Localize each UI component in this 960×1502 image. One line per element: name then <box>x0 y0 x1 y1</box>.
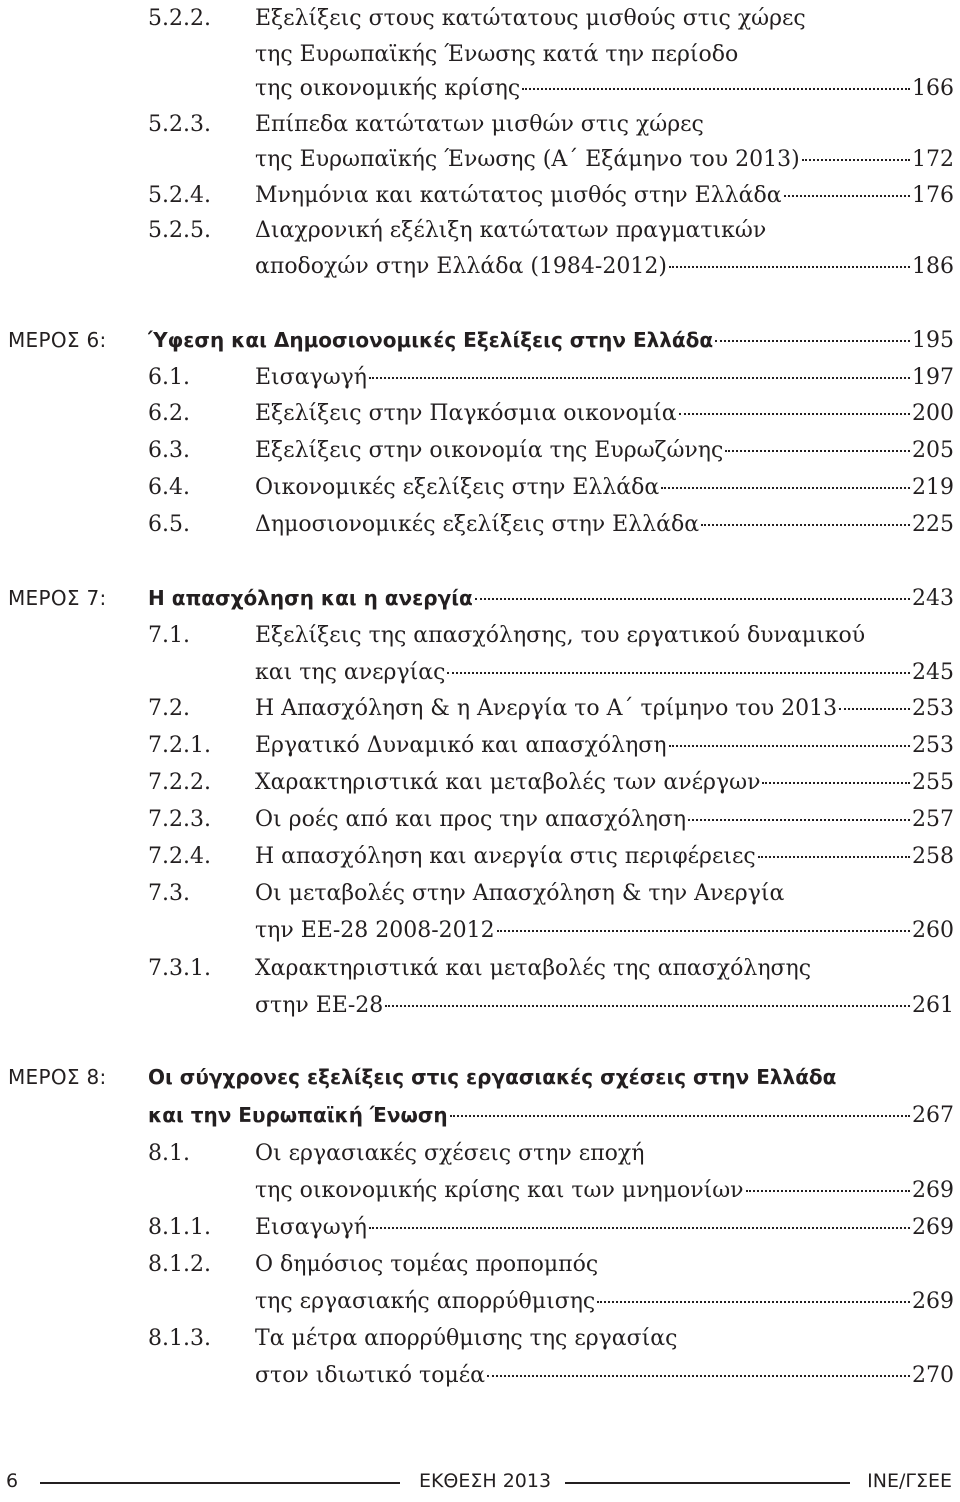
footer-rule-left <box>40 1482 400 1484</box>
toc-entry-title: Οι ροές από και προς την απασχόληση <box>255 807 687 832</box>
toc-entry[interactable] <box>0 177 960 214</box>
toc-entry-body <box>255 177 954 214</box>
toc-entry[interactable] <box>0 106 960 143</box>
toc-entry-body <box>255 617 954 654</box>
toc-entry-body <box>255 506 954 543</box>
toc-entry-body <box>255 1135 954 1172</box>
toc-entry[interactable] <box>0 1246 960 1283</box>
toc-entry[interactable] <box>0 70 960 107</box>
toc-section-number: 5.2.4. <box>148 183 211 208</box>
toc-entry-title: Ο δημόσιος τομέας προπομπός <box>255 1252 599 1277</box>
toc-entry-body <box>255 654 954 691</box>
toc-entry[interactable] <box>0 801 960 838</box>
toc-entry[interactable] <box>0 690 960 727</box>
toc-page-number: 269 <box>912 1178 954 1203</box>
toc-page-number: 260 <box>912 918 954 943</box>
toc-part-entry[interactable] <box>0 580 960 617</box>
toc-page-number: 225 <box>912 512 954 537</box>
dot-leader <box>701 524 910 526</box>
toc-section-number: 6.5. <box>148 512 190 537</box>
toc-entry-title: Εξελίξεις της απασχόλησης, του εργατικού δυναμικού <box>255 623 866 648</box>
toc-entry-title: Εξελίξεις στην Παγκόσμια οικονομία <box>255 401 677 426</box>
toc-page-number: 269 <box>912 1215 954 1240</box>
toc-entry-title: Η απασχόληση και ανεργία στις περιφέρειες <box>255 844 756 869</box>
toc-entry[interactable] <box>0 248 960 285</box>
toc-page-number: 166 <box>912 76 954 101</box>
toc-section-number: 6.3. <box>148 438 190 463</box>
toc-entry-body <box>255 106 954 143</box>
toc-entry[interactable] <box>0 987 960 1024</box>
dot-leader <box>497 930 910 932</box>
toc-entry-body <box>255 1209 954 1246</box>
toc-page-number: 253 <box>912 696 954 721</box>
toc-section-number: 5.2.3. <box>148 112 211 137</box>
toc-entry-body <box>255 36 954 73</box>
toc-page-number: 176 <box>912 183 954 208</box>
toc-entry-title: Οι εργασιακές σχέσεις στην εποχή <box>255 1141 645 1166</box>
dot-leader <box>369 377 910 379</box>
toc-entry[interactable] <box>0 727 960 764</box>
toc-entry[interactable] <box>0 654 960 691</box>
toc-section-number: 6.2. <box>148 401 190 426</box>
toc-entry[interactable] <box>0 141 960 178</box>
toc-entry-body <box>255 1246 954 1283</box>
toc-page-number: 219 <box>912 475 954 500</box>
toc-entry-title: Δημοσιονομικές εξελίξεις στην Ελλάδα <box>255 512 700 537</box>
toc-entry-title: της οικονομικής κρίσης <box>255 76 521 101</box>
toc-section-number: 6.4. <box>148 475 190 500</box>
toc-entry-body <box>148 1097 954 1134</box>
toc-entry-body <box>148 1059 954 1096</box>
toc-entry-title: Οικονομικές εξελίξεις στην Ελλάδα <box>255 475 660 500</box>
toc-section-number: 8.1.1. <box>148 1215 211 1240</box>
toc-entry-title: Μνημόνια και κατώτατος μισθός στην Ελλάδα <box>255 183 782 208</box>
toc-section-number: 6.1. <box>148 365 190 390</box>
toc-page-number: 205 <box>912 438 954 463</box>
dot-leader <box>487 1375 910 1377</box>
toc-entry[interactable] <box>0 838 960 875</box>
dot-leader <box>784 195 910 197</box>
toc-entry-title: και της ανεργίας <box>255 660 446 685</box>
toc-entry[interactable] <box>0 617 960 654</box>
toc-entry-title: Η Απασχόληση & η Ανεργία το Α΄ τρίμηνο του 2013 <box>255 696 838 721</box>
dot-leader <box>669 266 910 268</box>
toc-entry-body <box>255 838 954 875</box>
toc-section-number: 7.1. <box>148 623 190 648</box>
toc-section-number: 7.2.1. <box>148 733 211 758</box>
dot-leader <box>669 745 910 747</box>
page-footer <box>0 1462 960 1502</box>
toc-entry-body <box>255 359 954 396</box>
footer-title: ΕΚΘΕΣΗ 2013 <box>418 1470 552 1492</box>
toc-part-entry[interactable] <box>0 1059 960 1096</box>
toc-entry-body <box>255 1320 954 1357</box>
dot-leader <box>746 1190 910 1192</box>
dot-leader <box>839 708 910 710</box>
toc-entry-body <box>255 432 954 469</box>
footer-rule-right <box>565 1482 850 1484</box>
toc-entry-body <box>255 248 954 285</box>
toc-page-number: 195 <box>912 328 954 353</box>
toc-entry-title: και την Ευρωπαϊκή Ένωση <box>148 1103 448 1127</box>
toc-entry[interactable] <box>0 875 960 912</box>
dot-leader <box>715 340 910 342</box>
toc-entry[interactable] <box>0 0 960 37</box>
toc-entry-body <box>255 1283 954 1320</box>
toc-entry-title: Εισαγωγή <box>255 1215 367 1240</box>
toc-section-number: 7.3. <box>148 881 190 906</box>
toc-entry-title: Χαρακτηριστικά και μεταβολές των ανέργων <box>255 770 761 795</box>
toc-entry[interactable] <box>0 1135 960 1172</box>
toc-entry-body <box>255 141 954 178</box>
toc-entry-title: στον ιδιωτικό τομέα <box>255 1363 485 1388</box>
dot-leader <box>758 856 910 858</box>
dot-leader <box>661 487 910 489</box>
toc-entry[interactable] <box>0 432 960 469</box>
toc-entry[interactable] <box>0 1283 960 1320</box>
toc-page-number: 197 <box>912 365 954 390</box>
toc-entry[interactable] <box>0 359 960 396</box>
toc-entry-body <box>255 912 954 949</box>
dot-leader <box>450 1115 910 1117</box>
toc-page-number: 270 <box>912 1363 954 1388</box>
toc-entry[interactable] <box>0 912 960 949</box>
toc-page-number: 243 <box>912 586 954 611</box>
toc-page-number: 200 <box>912 401 954 426</box>
toc-entry-title: της Ευρωπαϊκής Ένωσης (Α΄ Εξάμηνο του 2013) <box>255 147 800 172</box>
toc-page-number: 255 <box>912 770 954 795</box>
toc-section-number: 5.2.5. <box>148 218 211 243</box>
toc-entry-body <box>255 395 954 432</box>
toc-entry[interactable] <box>0 1320 960 1357</box>
toc-page-number: 172 <box>912 147 954 172</box>
dot-leader <box>762 782 910 784</box>
toc-section-number: 8.1.2. <box>148 1252 211 1277</box>
toc-entry-title: στην ΕΕ-28 <box>255 993 384 1018</box>
toc-entry-body <box>255 469 954 506</box>
toc-entry[interactable] <box>0 395 960 432</box>
dot-leader <box>522 88 910 90</box>
dot-leader <box>447 672 910 674</box>
toc-entry[interactable] <box>0 764 960 801</box>
toc-entry-body <box>255 950 954 987</box>
footer-publisher: ΙΝΕ/ΓΣΕΕ <box>867 1470 952 1492</box>
toc-entry-title: Ύφεση και Δημοσιονομικές Εξελίξεις στην Ελλάδα <box>148 328 714 352</box>
toc-entry[interactable] <box>0 469 960 506</box>
toc-section-number: 8.1.3. <box>148 1326 211 1351</box>
toc-part-label: ΜΕΡΟΣ 8: <box>8 1065 107 1089</box>
toc-entry[interactable] <box>0 950 960 987</box>
toc-entry[interactable] <box>0 1209 960 1246</box>
toc-entry[interactable] <box>0 212 960 249</box>
toc-entry[interactable] <box>0 1097 960 1134</box>
toc-entry-title: Εισαγωγή <box>255 365 367 390</box>
toc-page-number: 267 <box>912 1103 954 1128</box>
toc-section-number: 8.1. <box>148 1141 190 1166</box>
dot-leader <box>688 819 910 821</box>
toc-page-number: 257 <box>912 807 954 832</box>
toc-entry-body <box>148 580 954 617</box>
toc-entry-body <box>255 875 954 912</box>
toc-entry-title: Οι σύγχρονες εξελίξεις στις εργασιακές σχέσεις στην Ελλάδα <box>148 1065 837 1089</box>
toc-entry-body <box>255 727 954 764</box>
toc-entry-title: Επίπεδα κατώτατων μισθών στις χώρες <box>255 112 704 137</box>
toc-entry-body <box>255 1172 954 1209</box>
toc-entry-body <box>255 1357 954 1394</box>
toc-entry-title: Οι μεταβολές στην Απασχόληση & την Ανεργία <box>255 881 785 906</box>
footer-page-number: 6 <box>6 1470 19 1492</box>
toc-entry-body <box>255 690 954 727</box>
toc-entry[interactable] <box>0 1357 960 1394</box>
toc-part-label: ΜΕΡΟΣ 6: <box>8 328 107 352</box>
dot-leader <box>802 159 910 161</box>
toc-page-number: 261 <box>912 993 954 1018</box>
dot-leader <box>475 598 910 600</box>
toc-entry-title: της οικονομικής κρίσης και των μνημονίων <box>255 1178 744 1203</box>
toc-entry-title: της εργασιακής απορρύθμισης <box>255 1289 596 1314</box>
toc-entry-title: Διαχρονική εξέλιξη κατώτατων πραγματικών <box>255 218 767 243</box>
toc-entry-title: Τα μέτρα απορρύθμισης της εργασίας <box>255 1326 678 1351</box>
toc-section-number: 7.2.3. <box>148 807 211 832</box>
toc-section-number: 7.3.1. <box>148 956 211 981</box>
toc-entry-body <box>255 987 954 1024</box>
toc-entry[interactable] <box>0 36 960 73</box>
toc-entry[interactable] <box>0 1172 960 1209</box>
toc-entry-title: Η απασχόληση και η ανεργία <box>148 586 473 610</box>
toc-entry-title: Χαρακτηριστικά και μεταβολές της απασχόλησης <box>255 956 812 981</box>
toc-page-number: 245 <box>912 660 954 685</box>
dot-leader <box>369 1227 910 1229</box>
toc-page-number: 253 <box>912 733 954 758</box>
toc-entry-body <box>255 764 954 801</box>
toc-section-number: 7.2. <box>148 696 190 721</box>
toc-page-number: 258 <box>912 844 954 869</box>
toc-section-number: 7.2.2. <box>148 770 211 795</box>
toc-entry-title: αποδοχών στην Ελλάδα (1984-2012) <box>255 254 667 279</box>
toc-page-number: 269 <box>912 1289 954 1314</box>
dot-leader <box>385 1005 910 1007</box>
toc-section-number: 7.2.4. <box>148 844 211 869</box>
toc-part-entry[interactable] <box>0 322 960 359</box>
dot-leader <box>725 450 910 452</box>
toc-page-number: 186 <box>912 254 954 279</box>
toc-entry-title: Εξελίξεις στους κατώτατους μισθούς στις χώρες <box>255 6 806 31</box>
toc-part-label: ΜΕΡΟΣ 7: <box>8 586 107 610</box>
toc-entry-title: Εργατικό Δυναμικό και απασχόληση <box>255 733 667 758</box>
toc-entry-body <box>255 212 954 249</box>
toc-entry-body <box>148 322 954 359</box>
toc-entry-title: της Ευρωπαϊκής Ένωσης κατά την περίοδο <box>255 42 739 67</box>
toc-entry-body <box>255 0 954 37</box>
dot-leader <box>597 1301 910 1303</box>
toc-entry-body <box>255 70 954 107</box>
toc-section-number: 5.2.2. <box>148 6 211 31</box>
dot-leader <box>679 413 910 415</box>
toc-entry[interactable] <box>0 506 960 543</box>
toc-entry-body <box>255 801 954 838</box>
toc-entry-title: την ΕΕ-28 2008-2012 <box>255 918 495 943</box>
toc-entry-title: Εξελίξεις στην οικονομία της Ευρωζώνης <box>255 438 724 463</box>
